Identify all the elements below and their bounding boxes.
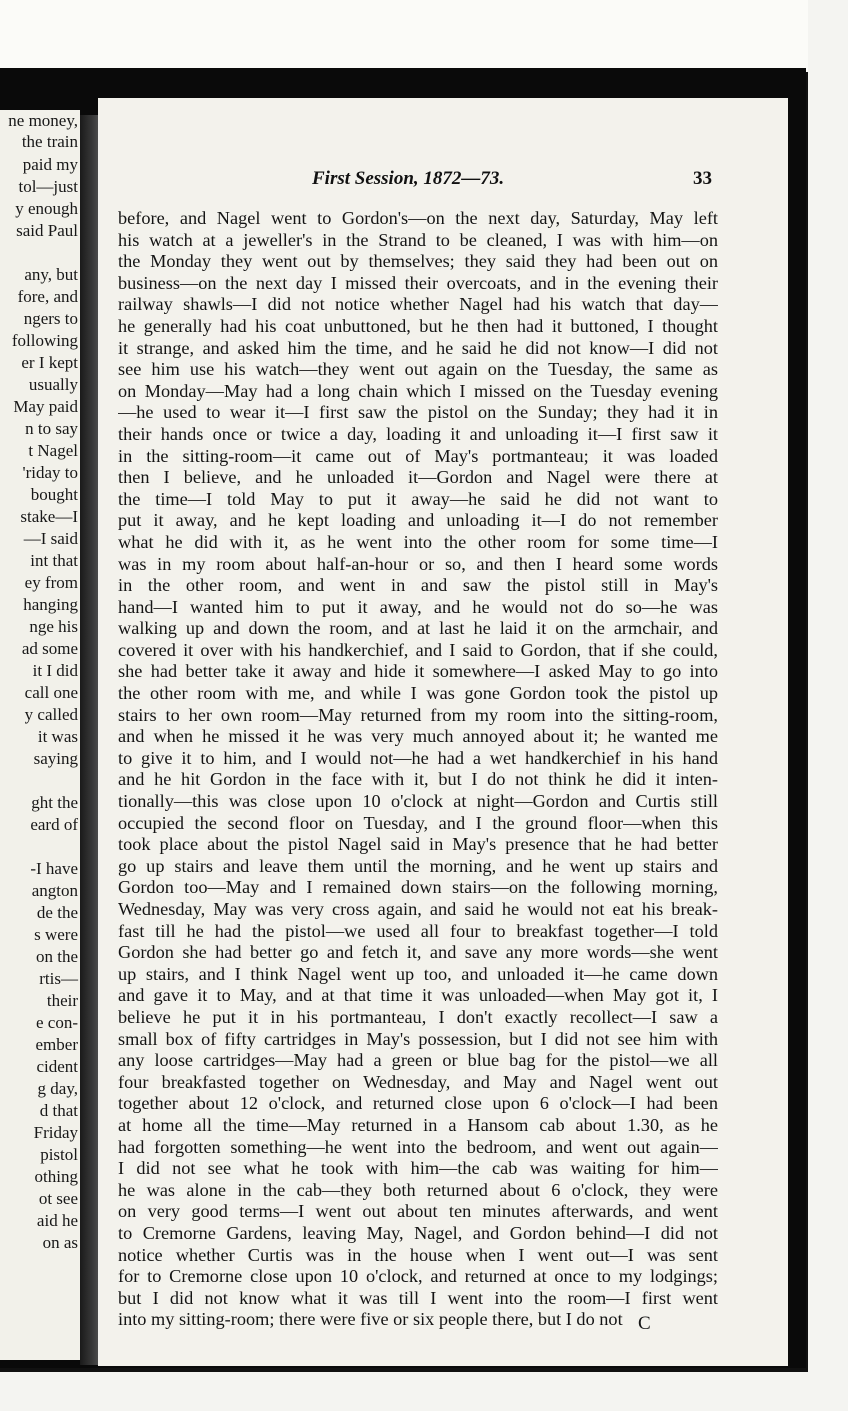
text-line: see him use his watch—they went out again on the Tuesday, the same as — [118, 359, 718, 380]
text-line: on very good terms—I went out about ten minutes afterwards, and went — [118, 1201, 718, 1222]
facing-text-line: saying — [33, 749, 78, 768]
signature-mark: C — [638, 1313, 651, 1334]
facing-text-line: any, but — [24, 265, 78, 284]
text-line: and he hit Gordon in the face with it, but I do not think he did it inten- — [118, 769, 718, 790]
running-head: First Session, 1872—73. — [312, 168, 505, 189]
facing-text-line: it was — [37, 727, 78, 746]
text-line: stairs to her own room—May returned from my room into the sitting-room, — [118, 704, 718, 725]
text-line: she had better take it away and hide it somewhere—I asked May to go into — [118, 661, 718, 682]
text-line: took place about the pistol Nagel said in May's presence that he had better — [118, 834, 718, 855]
facing-text-line: eard of — [30, 815, 78, 834]
facing-text-line: the train — [21, 132, 78, 151]
text-line: what he did with it, as he went into the other room for some time—I — [118, 531, 718, 552]
text-line: Gordon too—May and I remained down stairs—on the following morning, — [118, 877, 718, 898]
facing-text-line: ne money, — [8, 111, 78, 130]
facing-text-line: their — [46, 991, 78, 1010]
scan-right-margin — [808, 0, 848, 1411]
facing-text-line: int that — [30, 551, 78, 570]
text-line: and gave it to May, and at that time it was unloaded—when May got it, I — [118, 985, 718, 1006]
facing-text-line: tol—just — [18, 177, 78, 196]
facing-text-line: y called — [24, 705, 78, 724]
text-line: Gordon she had better go and fetch it, and save any more words—she went — [118, 942, 718, 963]
facing-text-line: said Paul — [16, 221, 78, 240]
text-line: four breakfasted together on Wednesday, and May and Nagel went out — [118, 1071, 718, 1092]
text-line: then I believe, and he unloaded it—Gordon and Nagel were there at — [118, 467, 718, 488]
text-line: tionally—this was close upon 10 o'clock at night—Gordon and Curtis still — [118, 791, 718, 812]
text-line: his watch at a jeweller's in the Strand to be cleaned, I was with him—on — [118, 229, 718, 250]
facing-text-line: May paid — [13, 397, 78, 416]
facing-text-line: aid he — [36, 1211, 78, 1230]
text-line: small box of fifty cartridges in May's possession, but I did not see him with — [118, 1028, 718, 1049]
facing-text-line: de the — [36, 903, 78, 922]
facing-text-line: ey from — [24, 573, 78, 592]
page-header — [98, 168, 788, 194]
facing-text-line: following — [11, 331, 78, 350]
facing-text-line: nge his — [29, 617, 78, 636]
facing-text-line: —I said — [23, 529, 78, 548]
facing-text-line: ad some — [21, 639, 78, 658]
text-line: and when he missed it he was very much annoyed about it; he wanted me — [118, 726, 718, 747]
text-line: business—on the next day I missed their overcoats, and in the evening their — [118, 272, 718, 293]
facing-text-line: ember — [35, 1035, 78, 1054]
book-page — [98, 98, 788, 1366]
facing-text-line: paid my — [22, 155, 78, 174]
text-line: notice whether Curtis was in the house when I went out—I was sent — [118, 1244, 718, 1265]
text-line: put it away, and he kept loading and unloading it—I do not remember — [118, 510, 718, 531]
text-line: up stairs, and I think Nagel went up too, and unloaded it—he came down — [118, 963, 718, 984]
text-line: at home all the time—May returned in a Hansom cab about 1.30, as he — [118, 1114, 718, 1135]
facing-text-line: t Nagel — [28, 441, 78, 460]
facing-text-line: bought — [30, 485, 78, 504]
text-line: it strange, and asked him the time, and he said he did not know—I did not — [118, 337, 718, 358]
text-line: into my sitting-room; there were five or six people there, but I do not — [118, 1309, 623, 1330]
page-number: 33 — [693, 168, 712, 189]
text-line: walking up and down the room, and at last he laid it on the armchair, and — [118, 618, 718, 639]
scan-bottom-margin — [0, 1372, 848, 1411]
facing-text-line: 'riday to — [22, 463, 78, 482]
facing-text-line: fore, and — [17, 287, 78, 306]
facing-text-line: er I kept — [21, 353, 78, 372]
facing-text-line: g day, — [37, 1079, 78, 1098]
facing-page-fragment — [0, 110, 80, 1360]
facing-text-line: stake—I — [20, 507, 78, 526]
text-line: their hands once or twice a day, loading it and unloading it—I first saw it — [118, 423, 718, 444]
text-line: occupied the second floor on Tuesday, and I the ground floor—when this — [118, 812, 718, 833]
facing-text-line: it I did — [32, 661, 78, 680]
scan-top-margin — [0, 0, 848, 72]
text-line: in the other room, and went in and saw the pistol still in May's — [118, 575, 718, 596]
text-line: had forgotten something—he went into the bedroom, and went out again— — [118, 1136, 718, 1157]
facing-text-line: othing — [34, 1167, 78, 1186]
text-line: to give it to him, and I would not—he had a wet handkerchief in his hand — [118, 747, 718, 768]
facing-text-line: ght the — [31, 793, 78, 812]
facing-text-line: ngers to — [23, 309, 78, 328]
text-line: go up stairs and leave them until the morning, and he went up stairs and — [118, 855, 718, 876]
text-line: but I did not know what it was till I went into the room—I first went — [118, 1287, 718, 1308]
text-line: believe he put it in his portmanteau, I don't exactly recollect—I saw a — [118, 1006, 718, 1027]
text-line: he generally had his coat unbuttoned, but he then had it buttoned, I thought — [118, 315, 718, 336]
facing-text-line: hanging — [23, 595, 78, 614]
text-line: together about 12 o'clock, and returned close upon 6 o'clock—I had been — [118, 1093, 718, 1114]
facing-text-line: usually — [28, 375, 78, 394]
text-line: —he used to wear it—I first saw the pistol on the Sunday; they had it in — [118, 402, 718, 423]
text-line: covered it over with his handkerchief, and I said to Gordon, that if she could, — [118, 639, 718, 660]
facing-text-line: cident — [36, 1057, 78, 1076]
text-line: before, and Nagel went to Gordon's—on the next day, Saturday, May left — [118, 208, 718, 228]
facing-text-line: y enough — [15, 199, 78, 218]
facing-text-line: Friday — [33, 1123, 78, 1142]
body-text — [118, 208, 718, 1331]
text-line: the other room with me, and while I was gone Gordon took the pistol up — [118, 683, 718, 704]
text-line: hand—I wanted him to put it away, and he would not do so—he was — [118, 596, 718, 617]
facing-text-line: on as — [42, 1233, 78, 1252]
facing-text-line: rtis— — [39, 969, 78, 988]
text-line: railway shawls—I did not notice whether Nagel had his watch that day— — [118, 294, 718, 315]
text-line: for to Cremorne close upon 10 o'clock, and returned at once to my lodgings; — [118, 1266, 718, 1287]
facing-text-line: on the — [35, 947, 78, 966]
text-line: the Monday they went out by themselves; they said they had been out on — [118, 251, 718, 272]
facing-text-line: -I have — [30, 859, 78, 878]
facing-text-line: n to say — [25, 419, 78, 438]
text-line: he was alone in the cab—they both returned about 6 o'clock, they were — [118, 1179, 718, 1200]
facing-text-line: angton — [31, 881, 78, 900]
facing-text-line: ot see — [38, 1189, 78, 1208]
text-line: to Cremorne Gardens, leaving May, Nagel, and Gordon behind—I did not — [118, 1222, 718, 1243]
text-line: in the sitting-room—it came out of May's portmanteau; it was loaded — [118, 445, 718, 466]
facing-text-line: d that — [39, 1101, 78, 1120]
text-line: any loose cartridges—May had a green or blue bag for the pistol—we all — [118, 1050, 718, 1071]
text-line: I did not see what he took with him—the cab was waiting for him— — [118, 1158, 718, 1179]
facing-text-line: pistol — [40, 1145, 78, 1164]
text-line: Wednesday, May was very cross again, and said he would not eat his break- — [118, 899, 718, 919]
text-line: fast till he had the pistol—we used all four to breakfast together—I told — [118, 920, 718, 941]
facing-text-line: s were — [34, 925, 78, 944]
text-line: the time—I told May to put it away—he said he did not want to — [118, 488, 718, 509]
facing-text-line: call one — [24, 683, 78, 702]
text-line: was in my room about half-an-hour or so, and then I heard some words — [118, 553, 718, 574]
text-line: on Monday—May had a long chain which I missed on the Tuesday evening — [118, 380, 718, 401]
facing-text-line: e con- — [35, 1013, 78, 1032]
